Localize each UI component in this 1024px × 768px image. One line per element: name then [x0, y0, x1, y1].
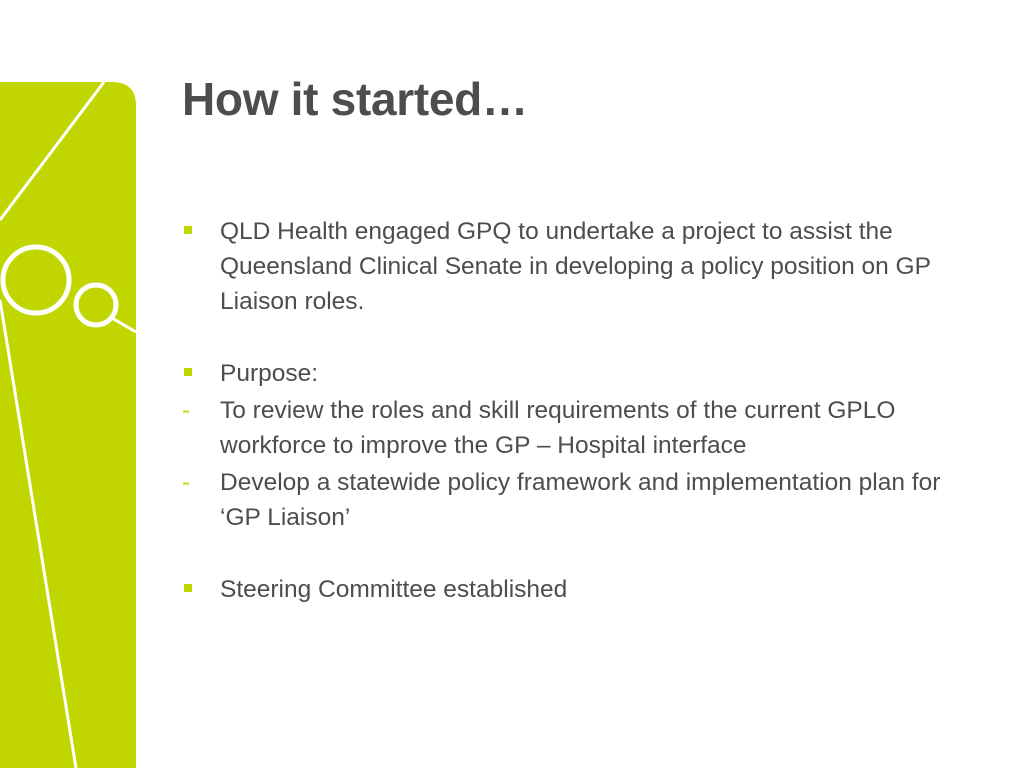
- slide-title: How it started…: [182, 73, 528, 125]
- decorative-side-band: [0, 0, 140, 768]
- square-bullet-icon: [184, 584, 192, 592]
- bullet-text: Purpose:: [220, 360, 319, 387]
- square-bullet-icon: [184, 368, 192, 376]
- bullet-text: To review the roles and skill requirements of the current GPLO workforce to improve the GP – Hospital interface: [220, 397, 896, 459]
- bullet-item-qld-health: [182, 214, 982, 319]
- sub-item-develop-policy: [182, 465, 982, 535]
- dash-bullet: -: [182, 469, 190, 496]
- bullet-item-steering: [182, 572, 982, 607]
- sub-item-review-roles: [182, 393, 982, 463]
- bullet-text: Develop a statewide policy framework and implementation plan for ‘GP Liaison’: [220, 469, 941, 531]
- bullet-text: QLD Health engaged GPQ to undertake a project to assist the Queensland Clinical Senate in developing a policy position on GP Liaison roles.: [220, 218, 931, 315]
- bullet-text: Steering Committee established: [220, 576, 568, 603]
- bullet-list: [182, 214, 982, 607]
- dash-bullet: -: [182, 397, 190, 424]
- bullet-item-purpose: [182, 356, 982, 391]
- square-bullet-icon: [184, 226, 192, 234]
